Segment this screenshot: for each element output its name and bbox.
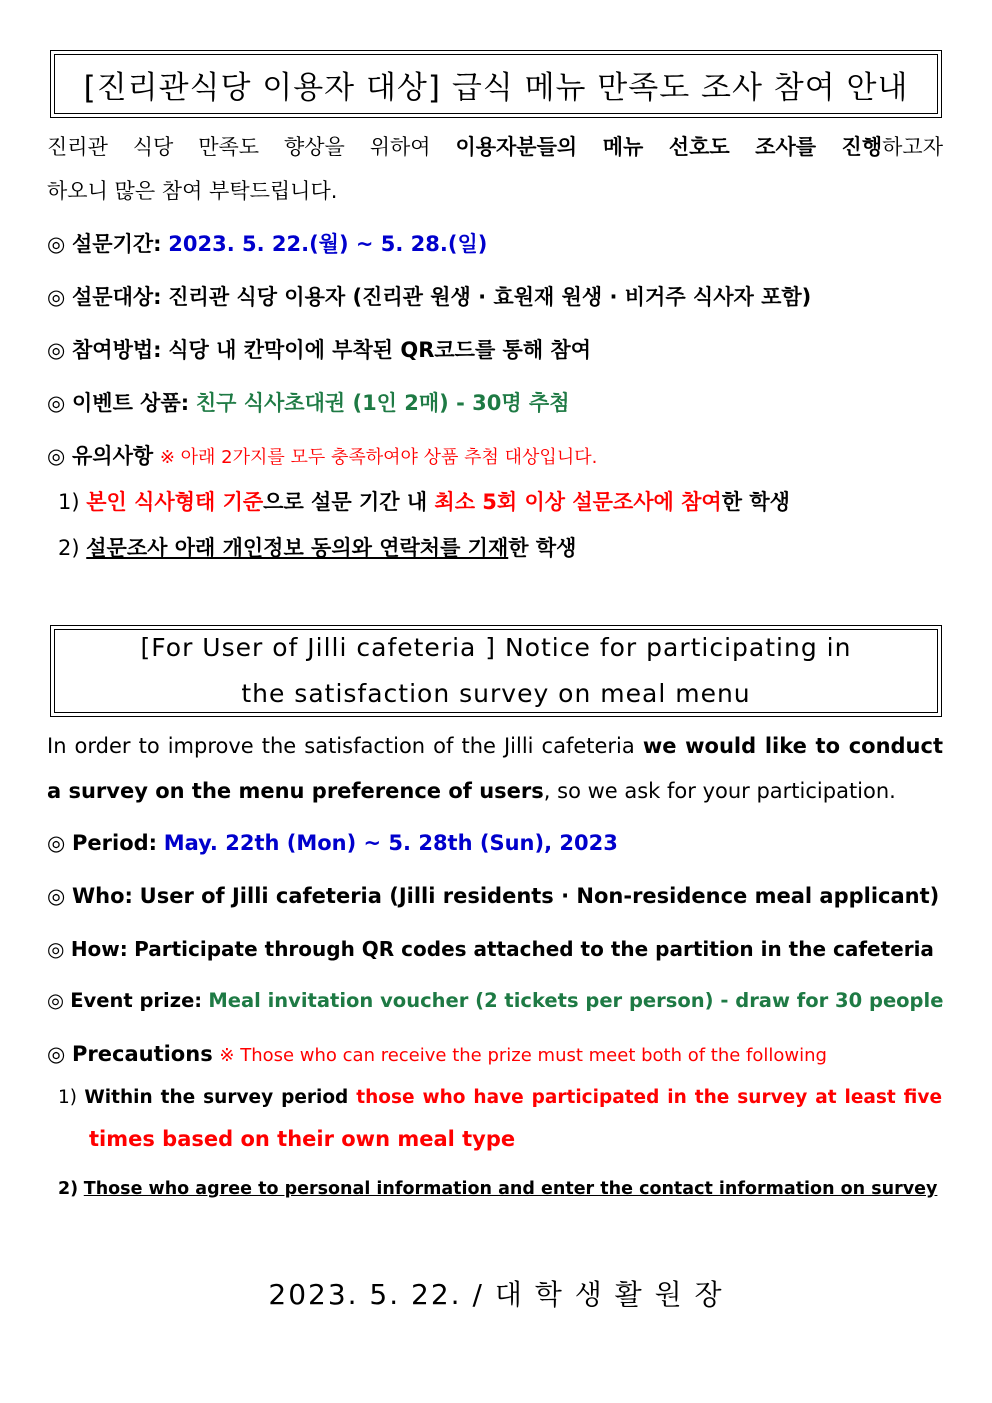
korean-intro-line1 <box>47 132 943 162</box>
korean-title: [진리관식당 이용자 대상] 급식 메뉴 만족도 조사 참여 안내 <box>83 69 909 106</box>
korean-title-box <box>50 50 942 118</box>
bullet-icon: ◎ <box>47 884 66 908</box>
korean-period-value: 2023. 5. 22.(월) ~ 5. 28.(일) <box>168 232 488 256</box>
english-condition-2-underlined: Those who agree to personal information and enter the contact information on survey <box>83 1179 938 1199</box>
english-intro-line2 <box>47 776 943 806</box>
english-how-value: Participate through QR codes attached to the partition in the cafeteria <box>134 937 934 961</box>
english-prize-label: Event prize: <box>70 989 203 1012</box>
korean-target <box>47 282 943 312</box>
english-precautions <box>47 1039 943 1071</box>
english-period-value: May. 22th (Mon) ~ 5. 28th (Sun), 2023 <box>163 831 618 855</box>
english-condition-1 <box>58 1083 942 1113</box>
korean-condition-2 <box>58 533 954 563</box>
english-period-label: Period: <box>72 831 158 855</box>
bullet-icon: ◎ <box>47 338 66 362</box>
korean-condition-1-red-b: 최소 5회 이상 설문조사에 참여 <box>434 490 722 514</box>
english-intro-emphasis-a: we would like to conduct <box>642 734 943 758</box>
english-who-label: Who: <box>72 884 133 908</box>
korean-notes <box>47 441 943 473</box>
english-title-box <box>50 625 942 717</box>
english-condition-2 <box>58 1174 954 1204</box>
english-period <box>47 828 943 858</box>
bullet-icon: ◎ <box>47 937 65 961</box>
korean-condition-2-underlined: 설문조사 아래 개인정보 동의와 연락처를 기재 <box>86 536 509 560</box>
korean-intro-text: 진리관 식당 만족도 향상을 위하여 <box>47 135 456 159</box>
english-intro-text: In order to improve the satisfaction of the Jilli cafeteria <box>47 734 643 758</box>
english-condition-1-number: 1) <box>58 1087 77 1108</box>
english-prize <box>47 986 943 1016</box>
english-who-value: User of Jilli cafeteria (Jilli residents · Non-residence meal applicant) <box>139 884 940 908</box>
english-precautions-label: Precautions <box>72 1042 213 1066</box>
english-condition-1-red-a: those who have participated in the survey at least five <box>356 1087 942 1108</box>
korean-target-label: 설문대상: <box>72 285 162 309</box>
english-title-line2: the satisfaction survey on meal menu <box>241 679 751 708</box>
korean-condition-1-mid: 으로 설문 기간 내 <box>263 490 435 514</box>
korean-prize-value: 친구 식사초대권 (1인 2매) - 30명 추첨 <box>195 391 570 415</box>
signature: 2023. 5. 22. / 대 학 생 활 원 장 <box>268 1278 724 1311</box>
korean-condition-1-red-a: 본인 식사형태 기준 <box>86 490 264 514</box>
bullet-icon: ◎ <box>47 989 65 1012</box>
korean-prize-label: 이벤트 상품: <box>72 391 190 415</box>
bullet-icon: ◎ <box>47 444 66 468</box>
korean-method-value: 식당 내 칸막이에 부착된 QR코드를 통해 참여 <box>168 338 591 362</box>
english-condition-1-black: Within the survey period <box>84 1087 357 1108</box>
korean-target-value: 진리관 식당 이용자 (진리관 원생 · 효원재 원생 · 비거주 식사자 포함) <box>168 285 812 309</box>
korean-condition-1-number: 1) <box>58 490 80 514</box>
korean-condition-1-end: 한 학생 <box>721 490 790 514</box>
english-intro-text-end: , so we ask for your participation. <box>543 779 896 803</box>
korean-condition-2-number: 2) <box>58 536 80 560</box>
english-who <box>47 881 943 911</box>
english-title-line1: [For User of Jilli cafeteria ] Notice for participating in <box>140 633 852 662</box>
korean-condition-2-end: 한 학생 <box>508 536 577 560</box>
english-precautions-warning: ※ Those who can receive the prize must meet both of the following <box>219 1045 827 1066</box>
english-how-label: How: <box>70 937 128 961</box>
korean-notes-label: 유의사항 <box>72 444 154 468</box>
korean-condition-1 <box>58 487 954 517</box>
bullet-icon: ◎ <box>47 232 66 256</box>
bullet-icon: ◎ <box>47 285 66 309</box>
english-intro-line1 <box>47 731 943 761</box>
korean-method <box>47 335 943 365</box>
english-how <box>47 934 943 964</box>
korean-period <box>47 229 943 259</box>
english-condition-2-number: 2) <box>58 1179 79 1199</box>
bullet-icon: ◎ <box>47 831 66 855</box>
korean-period-label: 설문기간: <box>72 232 162 256</box>
korean-notes-warning: ※ 아래 2가지를 모두 충족하여야 상품 추첨 대상입니다. <box>159 447 598 468</box>
korean-intro-text-end: 하고자 <box>882 135 943 159</box>
korean-prize <box>47 388 943 418</box>
korean-method-label: 참여방법: <box>72 338 162 362</box>
korean-intro-emphasis: 이용자분들의 메뉴 선호도 조사를 진행 <box>455 135 883 159</box>
english-condition-1-red-b: times based on their own meal type <box>89 1127 516 1151</box>
bullet-icon: ◎ <box>47 391 66 415</box>
english-intro-emphasis-b: a survey on the menu preference of users <box>47 779 544 803</box>
english-condition-1-cont <box>89 1124 985 1154</box>
bullet-icon: ◎ <box>47 1042 66 1066</box>
korean-intro-line2: 하오니 많은 참여 부탁드립니다. <box>47 179 338 203</box>
english-prize-value: Meal invitation voucher (2 tickets per person) - draw for 30 people <box>208 989 944 1012</box>
